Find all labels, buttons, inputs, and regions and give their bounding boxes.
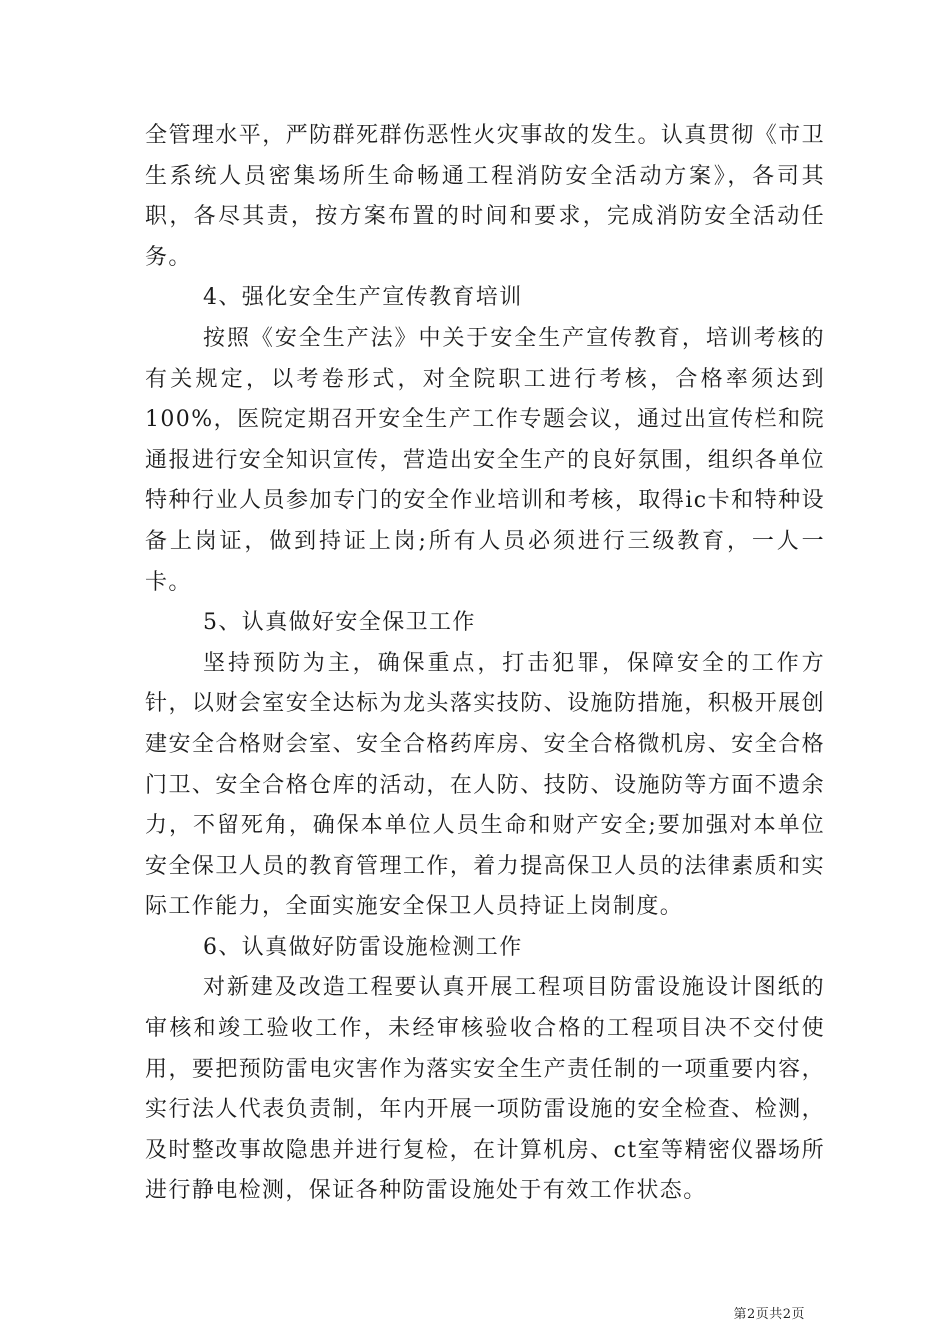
paragraph-lightning-protection: 对新建及改造工程要认真开展工程项目防雷设施设计图纸的审核和竣工验收工作，未经审核验收合格的工程项目决不交付使用，要把预防雷电灾害作为落实安全生产责任制的一项重要内容，实行法人代表负责制，年内开展一项防雷设施的安全检查、检测，及时整改事故隐患并进行复检，在计算机房、ct室等精密仪器场所进行静电检测，保证各种防雷设施处于有效工作状态。 bbox=[145, 975, 825, 1204]
paragraph-safety-education: 按照《安全生产法》中关于安全生产宣传教育，培训考核的有关规定，以考卷形式，对全院职工进行考核，合格率须达到100%，医院定期召开安全生产工作专题会议，通过出宣传栏和院通报进行安全知识宣传，营造出安全生产的良好氛围，组织各单位特种行业人员参加专门的安全作业培训和考核，取得ic卡和特种设备上岗证，做到持证上岗;所有人员必须进行三级教育，一人一卡。 bbox=[145, 325, 825, 595]
page-number-footer: 第2页共2页 bbox=[733, 1307, 805, 1322]
paragraph-security-work: 坚持预防为主，确保重点，打击犯罪，保障安全的工作方针，以财会室安全达标为龙头落实技防、设施防措施，积极开展创建安全合格财会室、安全合格药库房、安全合格微机房、安全合格门卫、安全合格仓库的活动，在人防、技防、设施防等方面不遗余力，不留死角，确保本单位人员生命和财产安全;要加强对本单位安全保卫人员的教育管理工作，着力提高保卫人员的法律素质和实际工作能力，全面实施安全保卫人员持证上岗制度。 bbox=[145, 650, 825, 920]
heading-security-work: 5、认真做好安全保卫工作 bbox=[203, 610, 476, 636]
paragraph-fire-safety-continued: 全管理水平，严防群死群伤恶性火灾事故的发生。认真贯彻《市卫生系统人员密集场所生命畅通工程消防安全活动方案》，各司其职，各尽其责，按方案布置的时间和要求，完成消防安全活动任务。 bbox=[145, 123, 825, 270]
heading-safety-education: 4、强化安全生产宣传教育培训 bbox=[203, 285, 523, 311]
heading-lightning-protection: 6、认真做好防雷设施检测工作 bbox=[203, 934, 523, 960]
document-body bbox=[145, 116, 825, 1212]
